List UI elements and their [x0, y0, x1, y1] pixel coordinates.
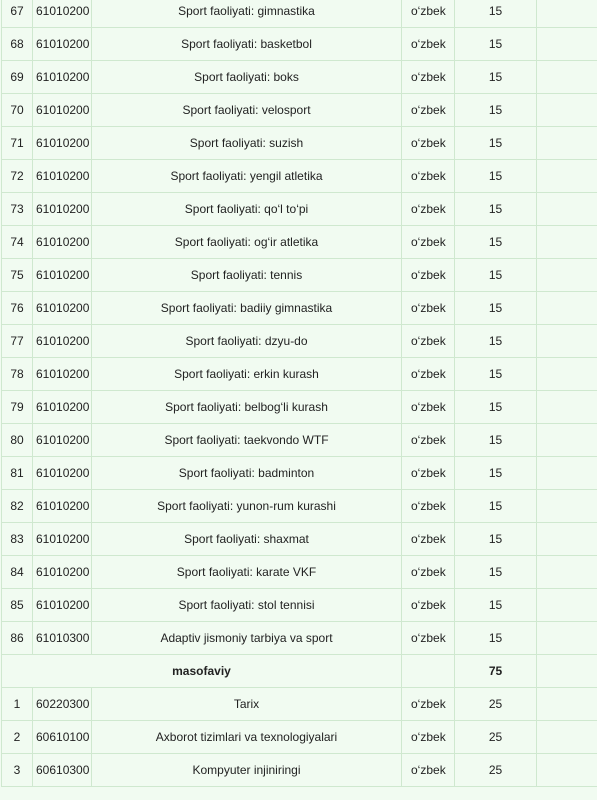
program-code: 61010200	[33, 523, 92, 556]
cell-empty	[537, 556, 597, 589]
program-code: 61010200	[33, 94, 92, 127]
row-number: 75	[2, 259, 33, 292]
cell-empty	[537, 193, 597, 226]
row-number: 77	[2, 325, 33, 358]
program-name: Sport faoliyati: karate VKF	[92, 556, 402, 589]
program-name: Sport faoliyati: erkin kurash	[92, 358, 402, 391]
row-number: 67	[2, 0, 33, 28]
section-label: masofaviy	[2, 655, 402, 688]
row-number: 72	[2, 160, 33, 193]
row-number: 74	[2, 226, 33, 259]
program-name: Sport faoliyati: gimnastika	[92, 0, 402, 28]
table-row	[2, 292, 597, 325]
language: o‘zbek	[402, 28, 455, 61]
cell-empty	[537, 457, 597, 490]
cell-empty	[537, 655, 597, 688]
cell-empty	[537, 424, 597, 457]
cell-empty	[537, 589, 597, 622]
program-name: Sport faoliyati: yunon-rum kurashi	[92, 490, 402, 523]
language: o‘zbek	[402, 490, 455, 523]
language: o‘zbek	[402, 589, 455, 622]
quota-value: 15	[455, 0, 537, 28]
language: o‘zbek	[402, 721, 455, 754]
language: o‘zbek	[402, 358, 455, 391]
cell-empty	[537, 160, 597, 193]
program-code: 61010200	[33, 259, 92, 292]
program-code: 61010200	[33, 193, 92, 226]
row-number: 78	[2, 358, 33, 391]
table-row	[2, 127, 597, 160]
row-number: 79	[2, 391, 33, 424]
table-row	[2, 688, 597, 721]
program-code: 60220300	[33, 688, 92, 721]
program-code: 61010300	[33, 622, 92, 655]
cell-empty	[537, 721, 597, 754]
quota-value: 15	[455, 259, 537, 292]
program-name: Sport faoliyati: basketbol	[92, 28, 402, 61]
program-name: Adaptiv jismoniy tarbiya va sport	[92, 622, 402, 655]
quota-value: 15	[455, 622, 537, 655]
program-name: Sport faoliyati: badiiy gimnastika	[92, 292, 402, 325]
table-body	[2, 0, 597, 787]
program-name: Sport faoliyati: qo‘l to‘pi	[92, 193, 402, 226]
table-row	[2, 523, 597, 556]
table-row	[2, 28, 597, 61]
program-code: 61010200	[33, 358, 92, 391]
cell-empty	[537, 292, 597, 325]
quota-value: 15	[455, 193, 537, 226]
cell-empty	[537, 523, 597, 556]
cell-empty	[537, 391, 597, 424]
table-row	[2, 589, 597, 622]
language: o‘zbek	[402, 0, 455, 28]
program-code: 61010200	[33, 424, 92, 457]
language: o‘zbek	[402, 556, 455, 589]
row-number: 85	[2, 589, 33, 622]
quota-value: 15	[455, 226, 537, 259]
row-number: 1	[2, 688, 33, 721]
quota-value: 15	[455, 94, 537, 127]
cell-empty	[537, 622, 597, 655]
quota-value: 15	[455, 160, 537, 193]
program-code: 61010200	[33, 457, 92, 490]
program-code: 61010200	[33, 226, 92, 259]
table-row	[2, 424, 597, 457]
quota-value: 15	[455, 589, 537, 622]
language: o‘zbek	[402, 754, 455, 787]
program-code: 61010200	[33, 28, 92, 61]
program-code: 61010200	[33, 61, 92, 94]
language: o‘zbek	[402, 622, 455, 655]
table-row	[2, 160, 597, 193]
cell-empty	[402, 655, 455, 688]
row-number: 80	[2, 424, 33, 457]
program-code: 61010200	[33, 391, 92, 424]
table-row	[2, 358, 597, 391]
quota-value: 15	[455, 391, 537, 424]
program-name: Sport faoliyati: suzish	[92, 127, 402, 160]
program-name: Sport faoliyati: stol tennisi	[92, 589, 402, 622]
table-row	[2, 457, 597, 490]
cell-empty	[537, 28, 597, 61]
language: o‘zbek	[402, 391, 455, 424]
program-code: 60610300	[33, 754, 92, 787]
row-number: 82	[2, 490, 33, 523]
program-name: Sport faoliyati: tennis	[92, 259, 402, 292]
cell-empty	[537, 61, 597, 94]
language: o‘zbek	[402, 523, 455, 556]
quota-value: 15	[455, 358, 537, 391]
table-row	[2, 0, 597, 28]
row-number: 70	[2, 94, 33, 127]
table-row	[2, 259, 597, 292]
row-number: 69	[2, 61, 33, 94]
row-number: 71	[2, 127, 33, 160]
section-total: 75	[455, 655, 537, 688]
program-code: 61010200	[33, 160, 92, 193]
cell-empty	[537, 127, 597, 160]
row-number: 68	[2, 28, 33, 61]
program-name: Sport faoliyati: og‘ir atletika	[92, 226, 402, 259]
quota-value: 15	[455, 490, 537, 523]
quota-value: 25	[455, 721, 537, 754]
program-code: 61010200	[33, 127, 92, 160]
cell-empty	[537, 490, 597, 523]
program-code: 60610100	[33, 721, 92, 754]
table-row	[2, 193, 597, 226]
row-number: 84	[2, 556, 33, 589]
quota-value: 15	[455, 28, 537, 61]
table-row	[2, 61, 597, 94]
language: o‘zbek	[402, 424, 455, 457]
table-row	[2, 391, 597, 424]
quota-value: 15	[455, 457, 537, 490]
language: o‘zbek	[402, 94, 455, 127]
cell-empty	[537, 259, 597, 292]
language: o‘zbek	[402, 61, 455, 94]
table-row	[2, 754, 597, 787]
cell-empty	[537, 325, 597, 358]
program-name: Sport faoliyati: badminton	[92, 457, 402, 490]
row-number: 73	[2, 193, 33, 226]
language: o‘zbek	[402, 259, 455, 292]
table-row	[2, 94, 597, 127]
program-name: Sport faoliyati: boks	[92, 61, 402, 94]
cell-empty	[537, 0, 597, 28]
language: o‘zbek	[402, 292, 455, 325]
quota-value: 15	[455, 127, 537, 160]
program-name: Sport faoliyati: belbog‘li kurash	[92, 391, 402, 424]
quota-value: 15	[455, 325, 537, 358]
program-name: Axborot tizimlari va texnologiyalari	[92, 721, 402, 754]
language: o‘zbek	[402, 160, 455, 193]
program-code: 61010200	[33, 292, 92, 325]
row-number: 2	[2, 721, 33, 754]
table-row	[2, 721, 597, 754]
quota-value: 15	[455, 424, 537, 457]
program-name: Kompyuter injiniringi	[92, 754, 402, 787]
row-number: 83	[2, 523, 33, 556]
quota-value: 25	[455, 754, 537, 787]
row-number: 86	[2, 622, 33, 655]
admission-quota-table	[1, 0, 597, 787]
quota-value: 15	[455, 523, 537, 556]
table-row	[2, 556, 597, 589]
quota-value: 15	[455, 292, 537, 325]
cell-empty	[537, 94, 597, 127]
cell-empty	[537, 358, 597, 391]
row-number: 76	[2, 292, 33, 325]
table-row	[2, 490, 597, 523]
program-code: 61010200	[33, 0, 92, 28]
table-row	[2, 622, 597, 655]
program-name: Sport faoliyati: taekvondo WTF	[92, 424, 402, 457]
table-row	[2, 226, 597, 259]
quota-value: 15	[455, 61, 537, 94]
table-row	[2, 325, 597, 358]
section-row-masofaviy	[2, 655, 597, 688]
program-name: Sport faoliyati: shaxmat	[92, 523, 402, 556]
language: o‘zbek	[402, 457, 455, 490]
program-name: Tarix	[92, 688, 402, 721]
quota-value: 25	[455, 688, 537, 721]
language: o‘zbek	[402, 127, 455, 160]
language: o‘zbek	[402, 325, 455, 358]
language: o‘zbek	[402, 226, 455, 259]
program-name: Sport faoliyati: velosport	[92, 94, 402, 127]
language: o‘zbek	[402, 193, 455, 226]
program-name: Sport faoliyati: yengil atletika	[92, 160, 402, 193]
program-name: Sport faoliyati: dzyu-do	[92, 325, 402, 358]
cell-empty	[537, 226, 597, 259]
program-code: 61010200	[33, 556, 92, 589]
program-code: 61010200	[33, 490, 92, 523]
row-number: 3	[2, 754, 33, 787]
language: o‘zbek	[402, 688, 455, 721]
quota-value: 15	[455, 556, 537, 589]
cell-empty	[537, 754, 597, 787]
program-code: 61010200	[33, 325, 92, 358]
cell-empty	[537, 688, 597, 721]
program-code: 61010200	[33, 589, 92, 622]
row-number: 81	[2, 457, 33, 490]
